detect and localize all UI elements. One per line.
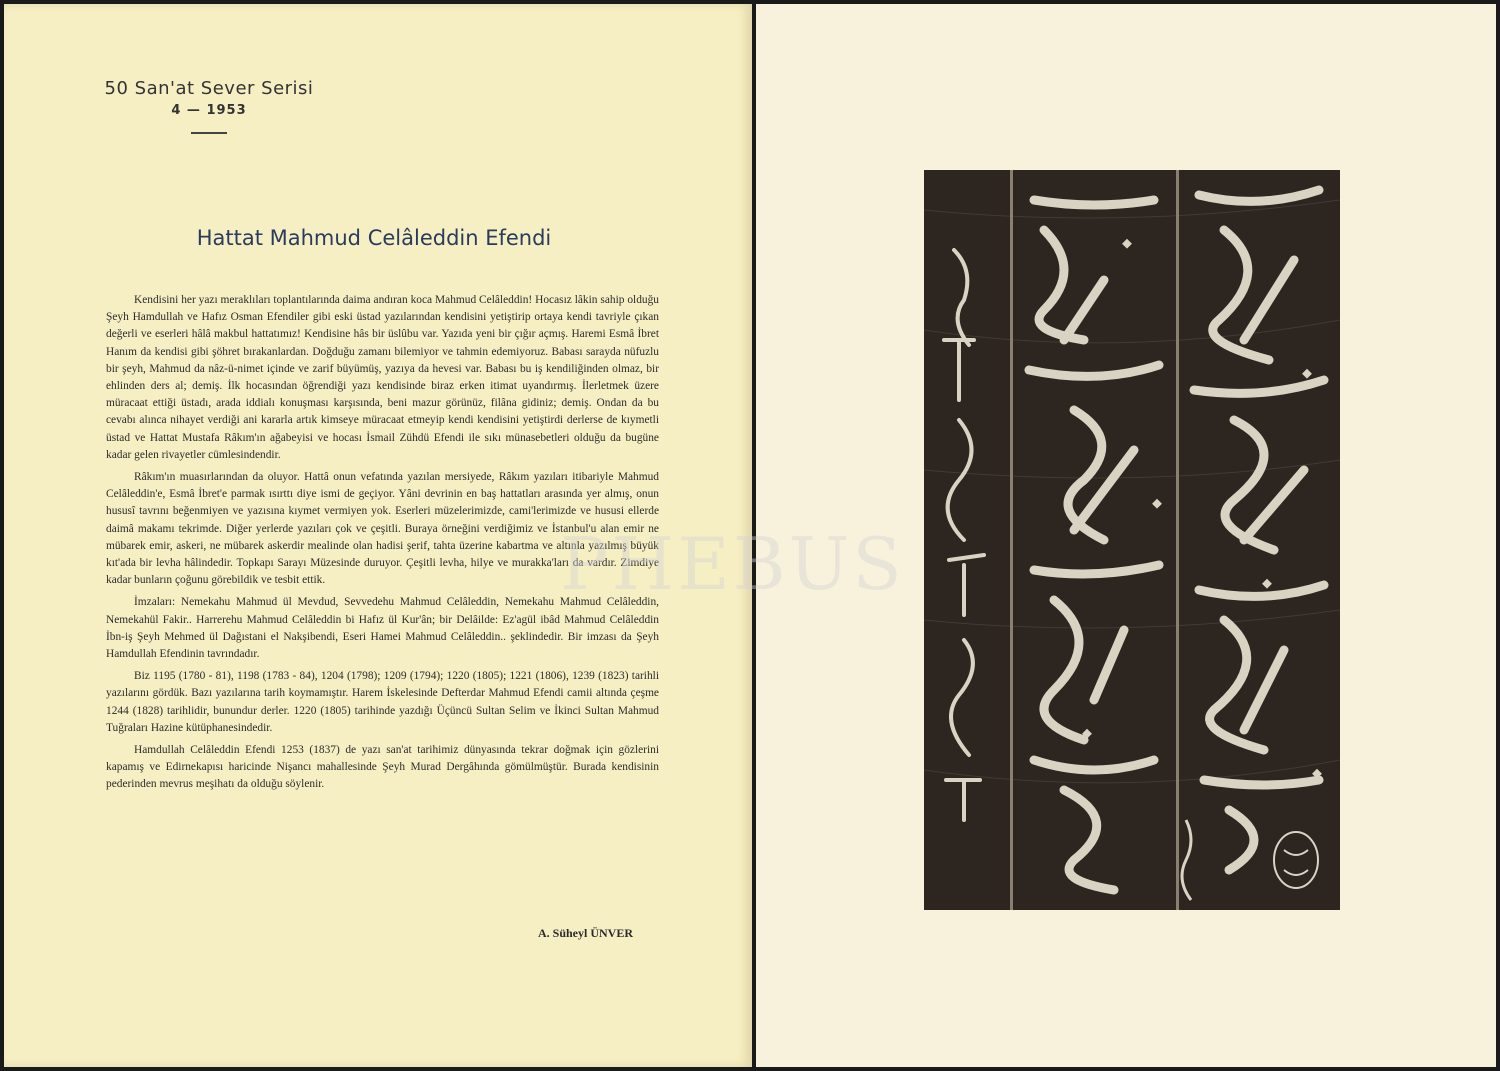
- left-page: [4, 4, 752, 1067]
- author-signature: A. Süheyl ÜNVER: [537, 926, 633, 940]
- watermark: PHEBUS: [560, 522, 905, 606]
- calligraphy-plate: [924, 170, 1340, 910]
- calligraphy-image: [924, 170, 1340, 910]
- series-name: 50 San'at Sever Serisi: [104, 78, 314, 99]
- series-header: [94, 78, 324, 134]
- paragraph: Râkım'ın muasırlarından da oluyor. Hattâ onun vefatında yazılan mersiyede, Râkım yazıları itibariyle Mahmud Celâleddin'e, Esmâ İbret'e parmak ısırttı diye ismi de geçiyor. Yâni devrinin en baş hattatları arasında yer almış, onun hususî tavrını beğenmiyen ve yazısına kıymet vermiyen yok. Eserleri müzelerimizde, cami'lerimizde ve hususi ellerde daimâ makamı tekrimde. Diğer yerlerde yazıları çok ve çeşitli. Buraya örneğini verdiğimiz ve İstanbul'u alan emir ne mübarek emir, askeri, ne mübarek askerdir mealinde olan hadisi şerif, tahta üzerine kabartma ve altınla yazılmış büyük kıt'ada bir levha hâlindedir. Topkapı Sarayı Müzesinde duruyor. Çeşitli levha, hilye ve murakka'ları da vardır. Zimdiye kadar bunların çoğunu görebildik ve tesbit ettik.: [106, 471, 659, 587]
- article-body: [106, 292, 659, 799]
- paragraph: Hamdullah Celâleddin Efendi 1253 (1837) de yazı san'at tarihimiz dünyasında tekrar doğmak için gözlerini kapamış ve Edirnekapısı haricinde Nişancı mahallesinde Şeyh Murad Dergâhında gömülmüştür. Burada kendisinin pederinden mevrus meşihatı da olduğu söylenir.: [106, 744, 659, 791]
- series-number: 4 — 1953: [171, 103, 247, 118]
- paragraph: Kendisini her yazı meraklıları toplantılarında daima andıran koca Mahmud Celâleddin! Hocasız lâkin sahip olduğu Şeyh Hamdullah ve Hafız Osman Efendiler gibi eski üstad yazılarından kendisini yetiştirip ortaya kendi tavriyle çıkan değerli ve eserleri hâlâ makbul hattatımız! Kendisine hâs bir üslûbu var. Yazıda yeni bir çığır açmış. Haremi Esmâ İbret Hanım da kendisi gibi şöhret bırakanlardan. Doğduğu zamanı bilemiyor ve tahmin edemiyoruz. Babası sarayda nüfuzlu bir şeyh, Mahmud da nâz-ü-nimet içinde ve zarif büyümüş, yazıya da hevesi var. Babası bu iş kendiliğinden olmaz, bir ehlinden ders al; demiş. İlk hocasından öğrendiği yazı kendisinde biraz erken itimat uyandırmış. İlerletmek üzere müracaat ettiği üstadı, arada iddialı konuşması karşısında, beni mazur görünüz, filâna gidiniz; demiş. Ondan da bu cevabı alınca nihayet verdiği ani kararla artık kimseye müracaat etmeyip kendi kendisini yetiştirdi derlerse de kıymetli üstad ve Hattat Mustafa Râkım'ın ağabeyisi ve hocası İsmail Zühdü Efendi ile sıkı münasebetleri olduğu da bugüne kadar gelen rivayetler cümlesindendir.: [106, 294, 659, 461]
- article-title: Hattat Mahmud Celâleddin Efendi: [196, 226, 552, 250]
- paragraph: İmzaları: Nemekahu Mahmud ül Mevdud, Sevvedehu Mahmud Celâleddin, Nemekahu Mahmud Celâleddin, Nemekahül Fakir.. Harrerehu Mahmud Celâleddin bi Hafız ül Kur'ân; bir Delâilde: Ez'agül ibâd Mahmud Celâleddin İbn-iş Şeyh Mehmed ül Dağıstani el Nakşibendi, Eseri Hamei Mahmud Celâleddin.. şeklindedir. Bir imzası da Şeyh Hamdullah Efendinin tavrındadır.: [106, 596, 659, 661]
- paragraph: Biz 1195 (1780 - 81), 1198 (1783 - 84), 1204 (1798); 1209 (1794); 1220 (1805); 1221 (1806), 1239 (1823) tarihli yazılarını gördük. Bazı yazılarına tarih koymamıştır. Harem İskelesinde Defterdar Mahmud Efendi camii altında çeşme 1244 (1828) tarihlidir, bunundur derler. 1220 (1805) tarihinde yazdığı Üçüncü Sultan Selim ve İkinci Sultan Mahmud Tuğraları Hazine kütüphanesindedir.: [106, 670, 659, 734]
- series-rule: [191, 132, 227, 134]
